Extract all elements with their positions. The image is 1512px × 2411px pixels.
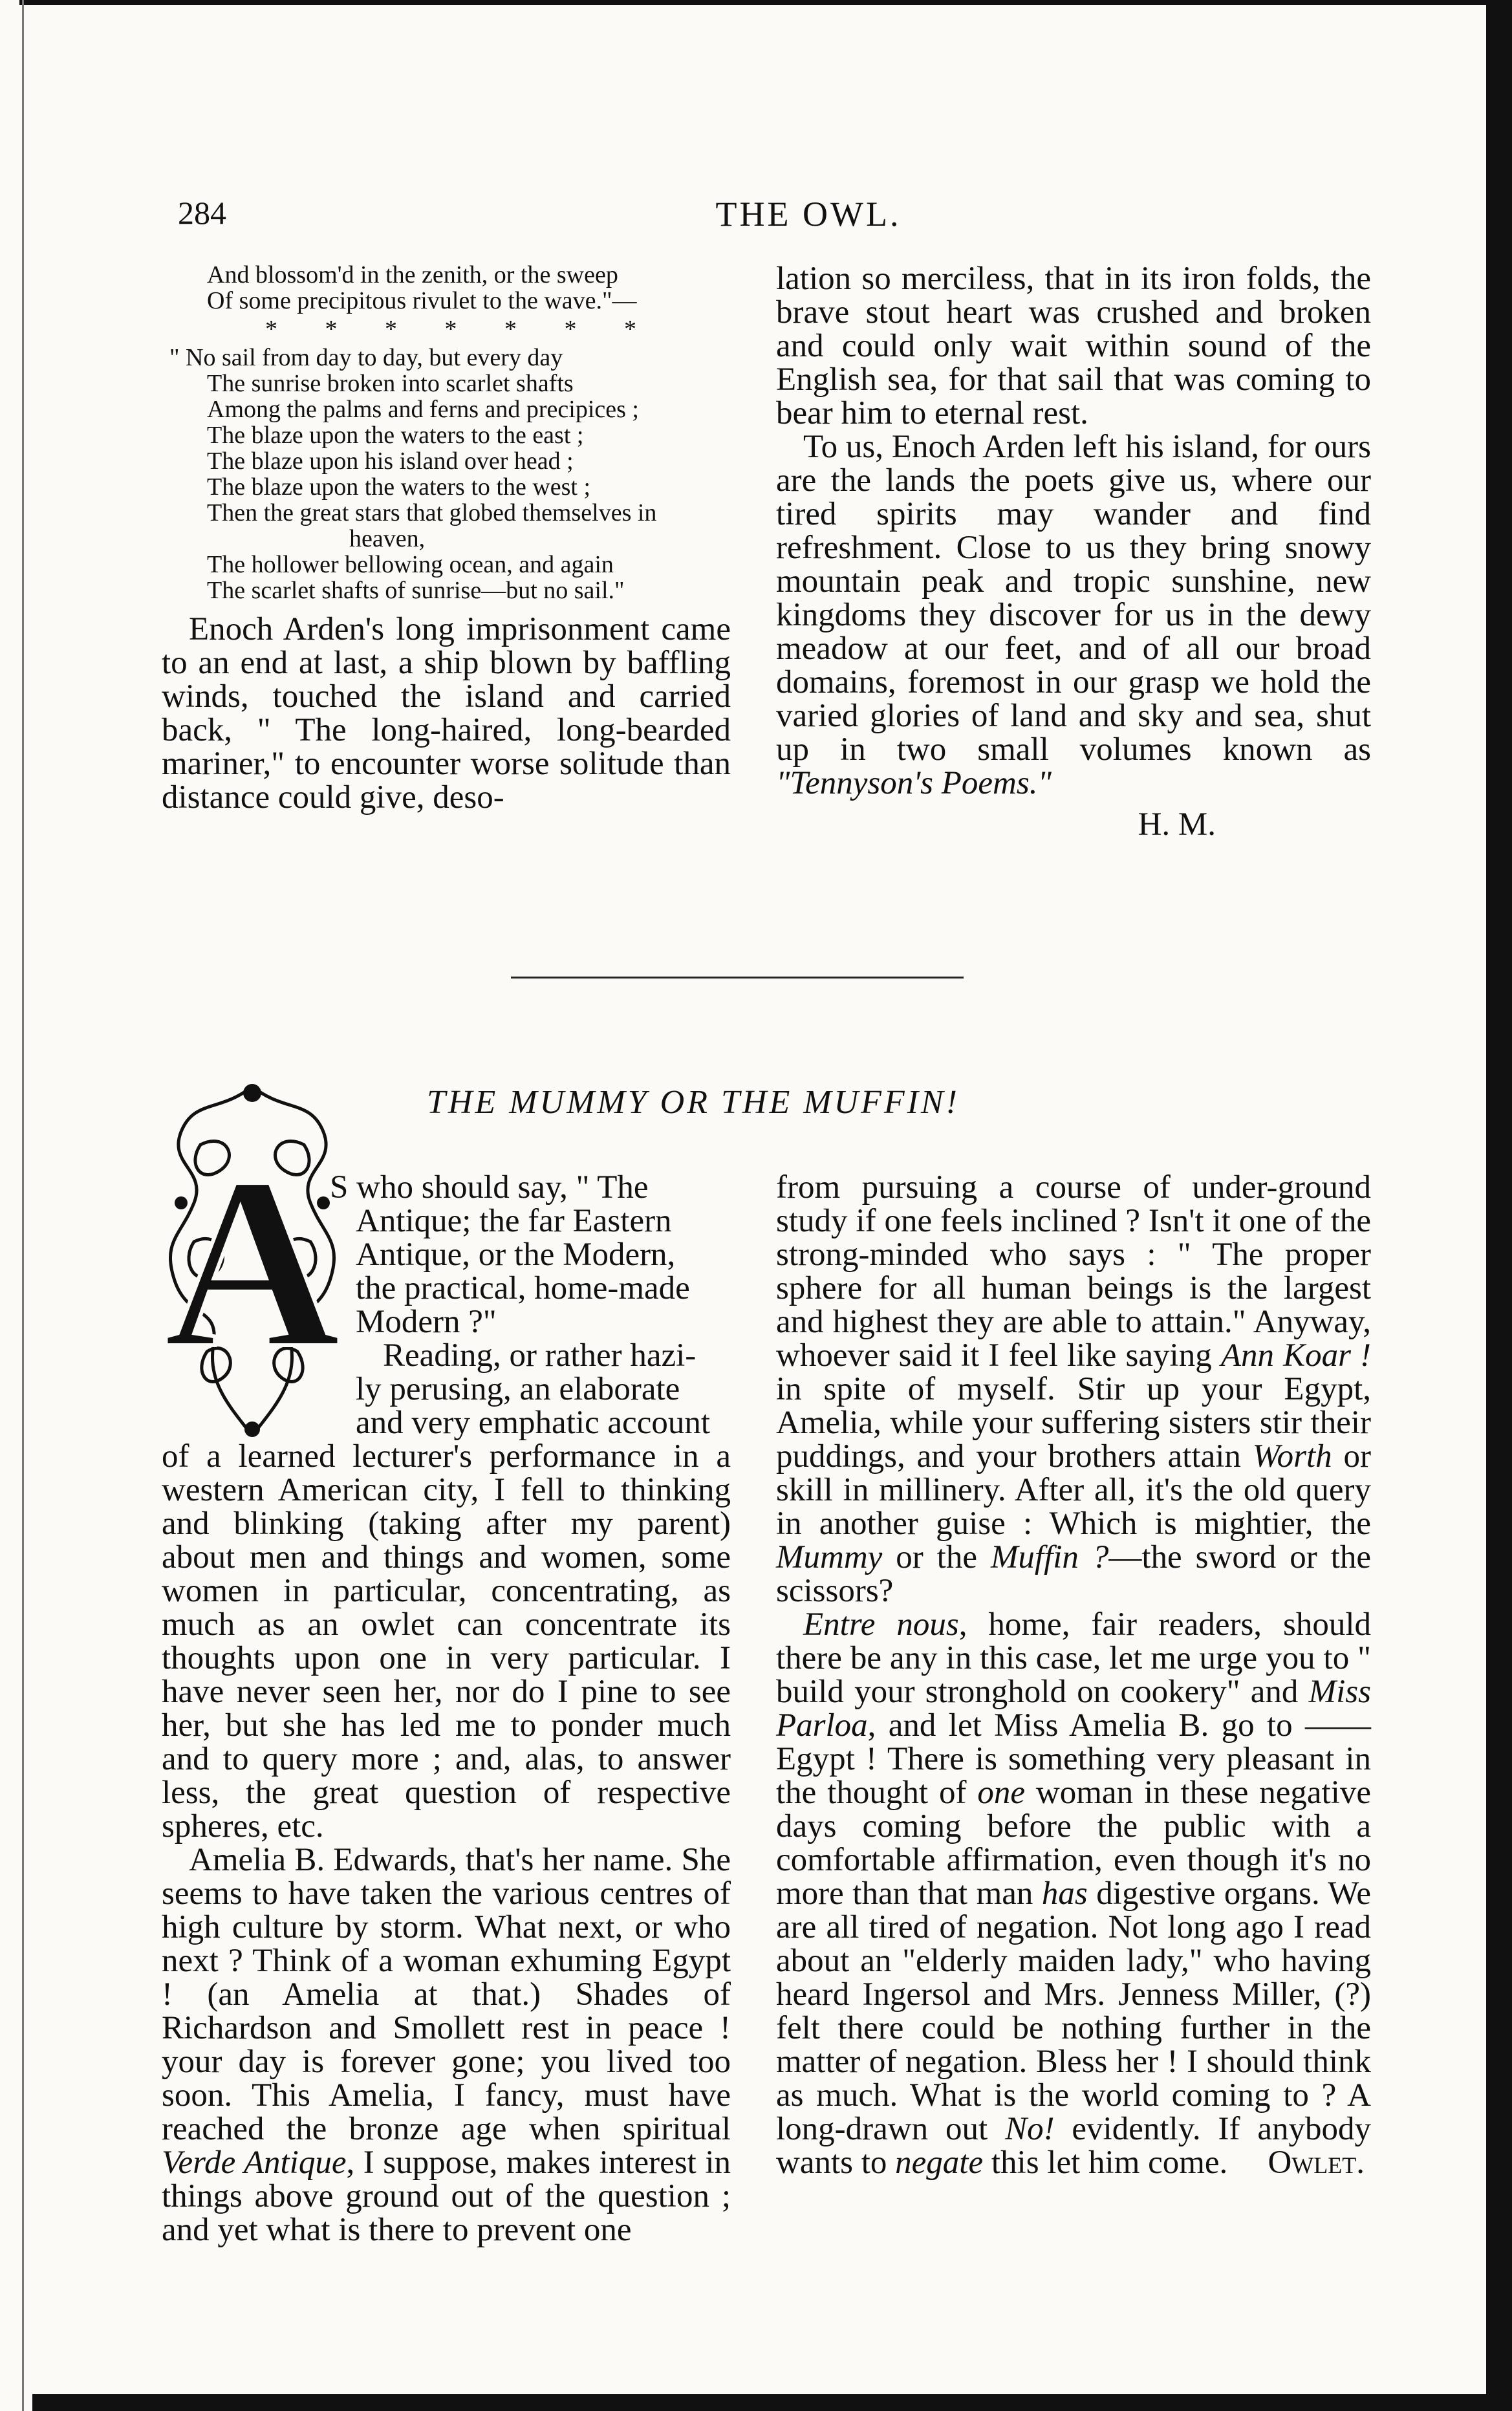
- poem-line: The blaze upon his island over head ;: [207, 448, 574, 475]
- poem-line: heaven,: [349, 525, 426, 552]
- article-text: , and let Miss Amelia B. go to —— Egypt ! There is something very pleasant in the thought of: [776, 1707, 1371, 1811]
- article-paragraph: [776, 1608, 1371, 2179]
- article-text: or skill in millinery. After all, it's the old query in another guise : Which is mightier, the: [776, 1438, 1372, 1542]
- poem-line: Among the palms and ferns and precipices ;: [207, 396, 639, 423]
- article-left-column: [162, 1171, 731, 2247]
- italic-phrase: No!: [1005, 2111, 1055, 2147]
- article-text: —the sword or the scissors?: [776, 1539, 1371, 1609]
- article-title: THE MUMMY OR THE MUFFIN!: [427, 1084, 960, 1121]
- italic-phrase: Mummy: [776, 1539, 883, 1575]
- italic-phrase: Verde Antique: [162, 2145, 347, 2181]
- poem-line: The sunrise broken into scarlet shafts: [207, 370, 574, 397]
- article-text: Amelia B. Edwards, that's her name. She seems to have taken the various centres of high culture by storm. What next, or who next ? Think of a woman exhuming Egypt ! (an Amelia at that.) Shades of Richardson and Smollett rest in peace ! your day is forever gone; you lived too soon. This Amelia, I fancy, must have reached the bronze age when spiritual: [162, 1842, 731, 2147]
- page-header: [178, 194, 1439, 246]
- article-text: evidently. If anybody wants to: [776, 2111, 1372, 2181]
- italic-phrase: Worth: [1252, 1438, 1332, 1475]
- article-text: digestive organs. We are all tired of negation. Not long ago I read about an "elderly maiden lady," who having heard Ingersol and Mrs. Jenness Miller, (?) felt there could be nothing further in the matter of negation. Bless her ! I should think as much. What is the world coming to ? A long-drawn out: [776, 1876, 1371, 2147]
- article-paragraph: [776, 1171, 1371, 1608]
- article-text: from pursuing a course of under-ground study if one feels inclined ? Isn't it one of the strong-minded who says : " The proper sphere for all human beings is the largest and highest they are able to attain." Anyway, whoever said it I feel like saying: [776, 1169, 1371, 1374]
- text-line: Antique; the far Eastern: [356, 1203, 672, 1239]
- poem-line: The blaze upon the waters to the west ;: [207, 473, 591, 501]
- page-frame-top: [19, 0, 1512, 5]
- poem-line: The blaze upon the waters to the east ;: [207, 422, 584, 449]
- essay-paragraph: Enoch Arden's long imprisonment came to an end at last, a ship blown by baffling winds, touched the island and carried back, " The long-haired, long-bearded mariner," to encounter worse solitude than distance could give, deso-: [162, 611, 731, 816]
- upper-left-column: [162, 262, 731, 814]
- italic-phrase: Muffin ?: [990, 1539, 1109, 1575]
- article-text: or the: [882, 1539, 977, 1575]
- article-text: , I suppose, makes interest in things above ground out of the question ; and yet what is there to prevent one: [162, 2145, 731, 2248]
- poem-line: The scarlet shafts of sunrise—but no sail.": [207, 577, 625, 604]
- italic-phrase: Ann Koar !: [1220, 1337, 1372, 1374]
- italic-phrase: negate: [895, 2145, 984, 2181]
- poem-line: Of some precipitous rivulet to the wave."—: [207, 287, 637, 314]
- page-frame-right: [1486, 0, 1512, 2411]
- essay-paragraph: lation so merciless, that in its iron folds, the brave stout heart was crushed and broken and could only wait within sound of the English sea, for that sail that was coming to bear him to eternal rest.: [776, 261, 1371, 431]
- essay-text: To us, Enoch Arden left his island, for ours are the lands the poets give us, where our tired spirits may wander and find refreshment. Close to us they bring snowy mountain peak and tropic sunshine, new kingdoms they discover for us in the dewy meadow at our feet, and of all our broad domains, foremost in our grasp we hold the varied glories of land and sky and sea, shut up in two small volumes known as: [776, 429, 1371, 768]
- text-line: S who should say, " The: [330, 1169, 649, 1206]
- article-text: in spite of myself. Stir up your Egypt, Amelia, while your suffering sisters stir their puddings, and your brothers attain: [776, 1371, 1371, 1475]
- article-paragraph: [162, 1843, 731, 2247]
- upper-right-column: [776, 262, 1371, 841]
- poem-excerpt: [162, 262, 731, 603]
- poem-line: And blossom'd in the zenith, or the sweep: [207, 261, 618, 288]
- text-line: Modern ?": [356, 1304, 497, 1340]
- second-paragraph-lines: [162, 1339, 731, 1440]
- initial-letter: A: [163, 1127, 341, 1399]
- essay-paragraph: [776, 430, 1371, 800]
- article-text: , home, fair readers, should there be any in this case, let me urge you to " build your stronghold on cookery" and: [776, 1606, 1371, 1710]
- book-title: "Tennyson's Poems.": [776, 765, 1052, 801]
- poem-line: Then the great stars that globed themselves in: [207, 499, 657, 526]
- page-frame-bottom: [32, 2394, 1512, 2411]
- essay-signature: H. M.: [1138, 806, 1216, 843]
- italic-phrase: Miss Parloa: [776, 1674, 1372, 1744]
- italic-phrase: one: [977, 1775, 1026, 1811]
- poem-stars: * * * * * * *: [265, 316, 657, 343]
- opening-lines: [162, 1171, 731, 1339]
- italic-phrase: Entre nous: [803, 1606, 959, 1643]
- article-paragraph: of a learned lecturer's performance in a western American city, I fell to thinking and blinking (taking after my parent) about men and things and women, some women in particular, concentrating, as much as an owlet can concentrate its thoughts upon one in very particular. I have never seen her, nor do I pine to see her, but she has led me to ponder much and to query more ; and, alas, to answer less, the great question of respective spheres, etc.: [162, 1438, 731, 1844]
- article-text: this let him come.: [983, 2145, 1228, 2181]
- poem-line: The hollower bellowing ocean, and again: [207, 551, 614, 578]
- page-frame-left: [22, 0, 24, 2411]
- article-text: woman in these negative days coming before the public with a comfortable affirmation, even though it's no more than that man: [776, 1775, 1372, 1912]
- italic-phrase: has: [1041, 1876, 1088, 1912]
- article-signature: Owlet.: [1268, 2145, 1365, 2181]
- text-line: Antique, or the Modern,: [356, 1237, 676, 1273]
- running-title: THE OWL.: [715, 195, 902, 233]
- article-right-column: [776, 1171, 1371, 2179]
- poem-line: " No sail from day to day, but every day: [169, 344, 563, 371]
- text-line: and very emphatic account: [356, 1405, 711, 1441]
- page-number: 284: [178, 195, 226, 231]
- text-line: the practical, home-made: [356, 1270, 690, 1306]
- section-divider: [511, 977, 964, 978]
- text-line: Reading, or rather hazi-: [383, 1337, 697, 1374]
- text-line: ly perusing, an elaborate: [356, 1371, 680, 1407]
